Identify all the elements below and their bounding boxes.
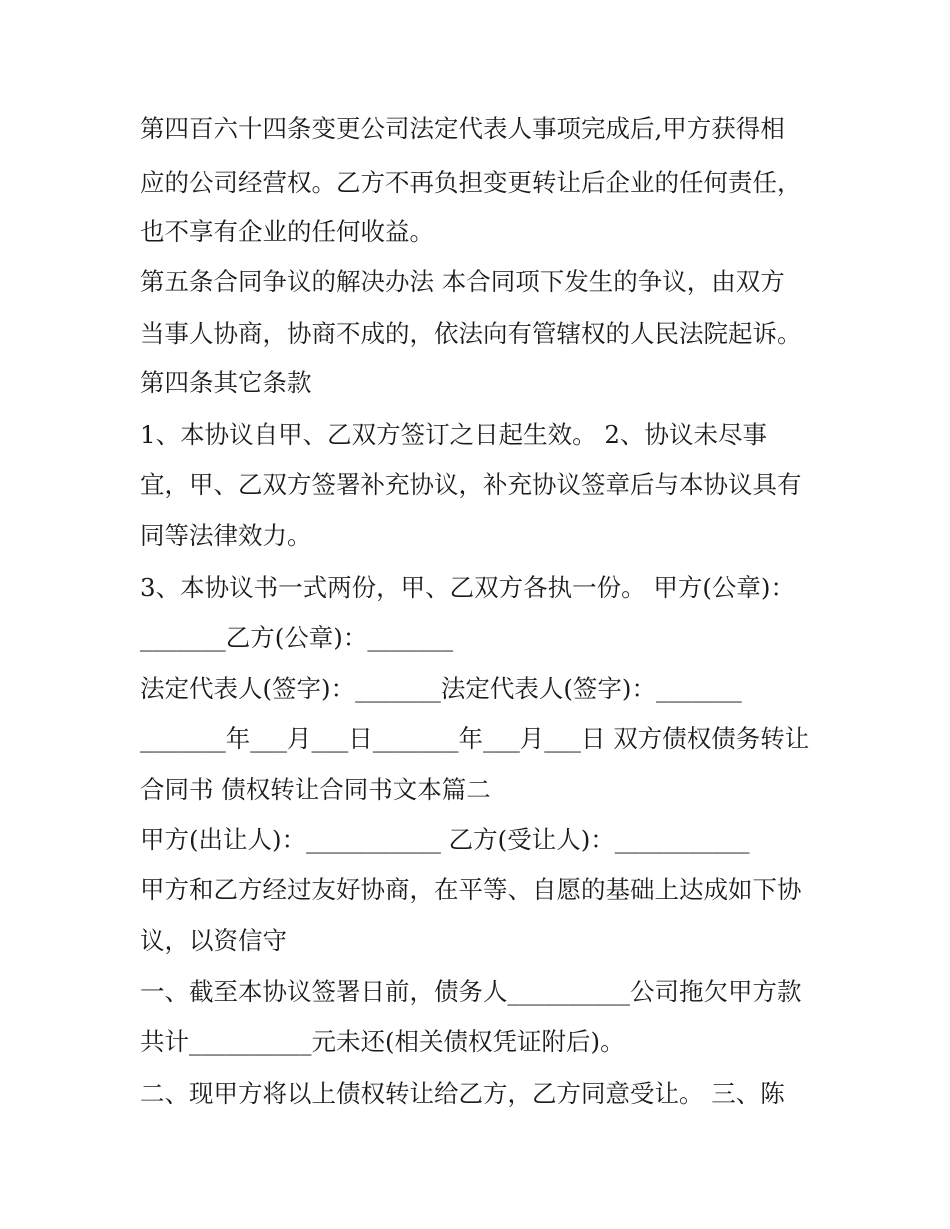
text-line: 一、截至本协议签署日前，债务人__________公司拖欠甲方款 xyxy=(140,977,802,1006)
text-line: 甲方和乙方经过友好协商，在平等、自愿的基础上达成如下协 xyxy=(140,875,802,904)
text-line: 应的公司经营权。乙方不再负担变更转让后企业的任何责任， xyxy=(140,168,802,197)
text-line: 宜，甲、乙双方签署补充协议，补充协议签章后与本协议具有 xyxy=(140,470,802,499)
text-line: 3、本协议书一式两份，甲、乙双方各执一份。 甲方(公章)： xyxy=(140,573,795,602)
section-heading: 第四条其它条款 xyxy=(140,368,312,397)
text-line: 二、现甲方将以上债权转让给乙方，乙方同意受让。 三、陈 xyxy=(140,1079,785,1108)
document-title: 合同书 债权转让合同书文本篇二 xyxy=(140,775,491,804)
date-line: _______年___月___日_______年___月___日 双方债权债务转让 xyxy=(140,724,810,753)
text-line: 议，以资信守 xyxy=(140,926,287,955)
text-line: 1、本协议自甲、乙双方签订之日起生效。 2、协议未尽事 xyxy=(140,420,767,449)
signature-line: 法定代表人(签字)：_______法定代表人(签字)：_______ xyxy=(140,674,742,703)
text-line: 共计__________元未还(相关债权凭证附后)。 xyxy=(140,1027,625,1056)
text-line: 也不享有企业的任何收益。 xyxy=(140,217,434,246)
party-line: 甲方(出让人)：___________ 乙方(受让人)：___________ xyxy=(140,825,750,854)
signature-line: _______乙方(公章)：_______ xyxy=(140,623,454,652)
text-line: 同等法律效力。 xyxy=(140,521,312,550)
text-line: 当事人协商，协商不成的，依法向有管辖权的人民法院起诉。 xyxy=(140,319,802,348)
text-line: 第四百六十四条变更公司法定代表人事项完成后,甲方获得相 xyxy=(140,114,785,143)
text-line: 第五条合同争议的解决办法 本合同项下发生的争议，由双方 xyxy=(140,267,785,296)
